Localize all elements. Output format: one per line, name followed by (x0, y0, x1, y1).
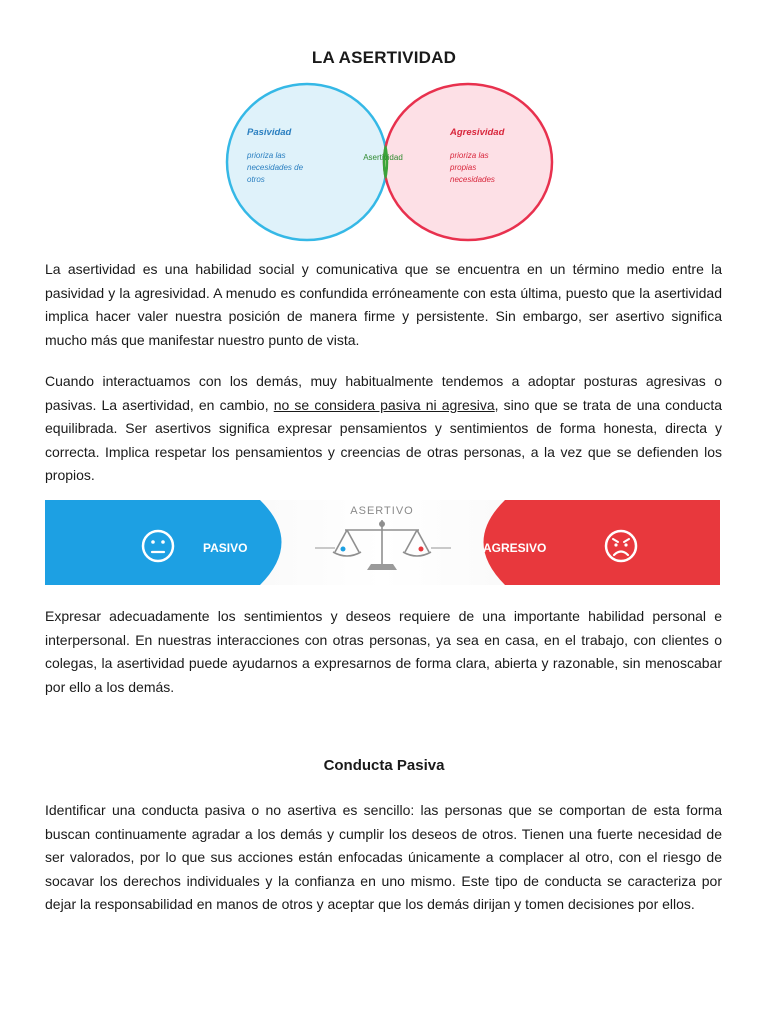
pasivo-label: PASIVO (203, 541, 248, 555)
pasividad-circle (227, 84, 387, 240)
agresividad-heading: Agresividad (450, 127, 505, 138)
agresividad-desc-1: prioriza las (450, 151, 489, 160)
paragraph-3: Expresar adecuadamente los sentimientos y deseos requiere de una importante habilidad personal e interpersonal. En nuestras interacciones con otras personas, ya sea en casa, en el trabajo, con clientes o colegas, la asertividad puede ayudarnos a expresarnos de forma clara, abierta y razonable, sin menoscabar por ello a los demás. (45, 608, 722, 695)
paragraph-2-underlined: no se considera pasiva ni agresiva (273, 396, 495, 413)
agresividad-circle (384, 84, 552, 240)
paragraph-2 (45, 370, 722, 488)
paragraph-4: Identificar una conducta pasiva o no asertiva es sencillo: las personas que se comportan de esta forma buscan continuamente agradar a los demás y cumplir los deseos de otros. Tienen una fuerte necesidad de ser valorados, por lo que sus acciones están enfocadas únicamente a complacer al otro, con el riesgo de socavar los derechos individuales y la confianza en uno mismo. Este tipo de conducta se caracteriza por dejar la responsabilidad en manos de otros y aceptar que los demás dirijan y tomen decisiones por ellos. (45, 802, 722, 912)
page-title: LA ASERTIVIDAD (311, 48, 457, 67)
assertiveness-banner (45, 500, 720, 585)
asertividad-label: Asertividad (363, 153, 403, 162)
venn-diagram (225, 82, 555, 242)
paragraph-2-text-a: Cuando interactuamos con los demás, muy habitualmente tendemos a adoptar posturas agresivas o pasivas. La asertividad, en cambio, (45, 373, 722, 413)
pasividad-desc-1: prioriza las (247, 151, 286, 160)
asertivo-label: ASERTIVO (350, 505, 414, 517)
pasividad-desc-3: otros (247, 175, 265, 184)
agresividad-desc-2: propias (450, 163, 477, 172)
paragraph-1: La asertividad es una habilidad social y comunicativa que se encuentra en un término medio entre la pasividad y la agresividad. A menudo es confundida erróneamente con esta última, puesto que la asertividad implica hacer valer nuestra posición de manera firme y persistente. Sin embargo, ser asertivo significa mucho más que manifestar nuestro punto de vista. (45, 261, 722, 348)
pasividad-heading: Pasividad (247, 127, 292, 138)
agresivo-label: AGRESIVO (483, 541, 547, 555)
pasividad-desc-2: necesidades de (247, 163, 304, 172)
agresividad-desc-3: necesidades (450, 175, 495, 184)
section-heading: Conducta Pasiva (323, 757, 445, 774)
paragraph-2-text-b: , sino que se trata de una conducta equilibrada. Ser asertivos significa expresar pensamientos y sentimientos de forma honesta, directa y correcta. Implica respetar los pensamientos y creencias de otras personas, a la vez que se defienden los propios. (45, 396, 722, 483)
